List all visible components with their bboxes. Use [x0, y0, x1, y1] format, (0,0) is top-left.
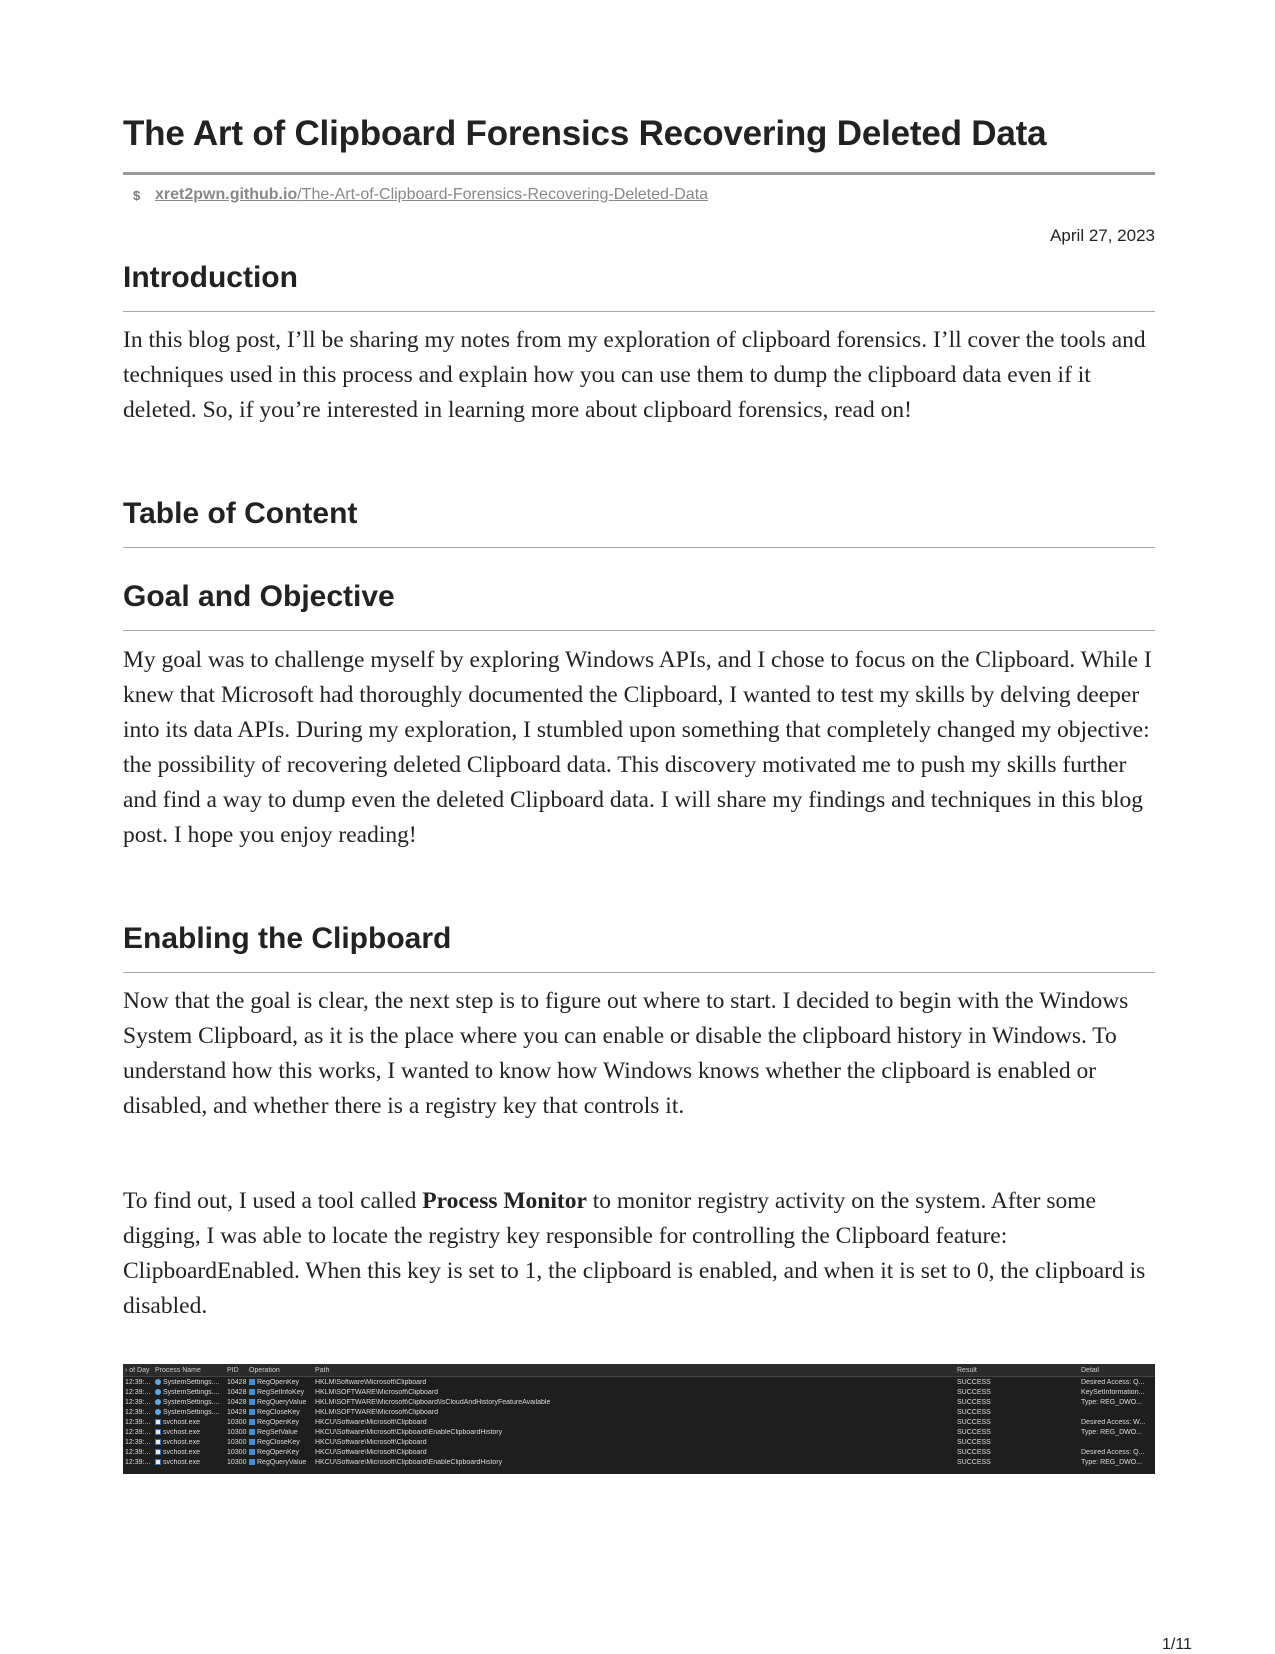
col-detail: Detail	[1081, 1366, 1099, 1374]
cell-detail: KeySetInformation...	[1081, 1388, 1145, 1396]
svchost-icon	[155, 1459, 161, 1465]
cell-process	[155, 1439, 227, 1446]
cell-detail: Type: REG_DWO...	[1081, 1398, 1143, 1406]
cell-path: HKCU\Software\Microsoft\Clipboard\EnableClipboardHistory	[315, 1428, 503, 1436]
cell-result: SUCCESS	[957, 1428, 991, 1436]
cell-result: SUCCESS	[957, 1448, 991, 1456]
table-row	[123, 1417, 1155, 1427]
paragraph-introduction: In this blog post, I’ll be sharing my notes from my exploration of clipboard forensics. I’ll cover the tools and techniques used in this process and explain how you can use them to dump the clipboard data even if it deleted. So, if you’re interested in learning more about clipboard forensics, read on!	[123, 327, 1146, 423]
post-date: April 27, 2023	[1050, 226, 1155, 245]
operation-name: RegCloseKey	[257, 1408, 300, 1416]
operation-name: RegOpenKey	[257, 1378, 300, 1386]
gear-icon	[155, 1389, 161, 1395]
cell-pid: 10300	[227, 1448, 247, 1456]
source-domain: xret2pwn.github.io	[155, 186, 298, 203]
cell-path: HKCU\Software\Microsoft\Clipboard	[315, 1438, 427, 1446]
cell-path: HKLM\SOFTWARE\Microsoft\Clipboard	[315, 1408, 439, 1416]
operation-name: RegQueryValue	[257, 1458, 307, 1466]
cell-result: SUCCESS	[957, 1398, 991, 1406]
cell-process	[155, 1409, 227, 1416]
source-path: /The-Art-of-Clipboard-Forensics-Recovering-Deleted-Data	[297, 186, 709, 203]
cell-pid: 10300	[227, 1458, 247, 1466]
svchost-icon	[155, 1449, 161, 1455]
cell-result: SUCCESS	[957, 1378, 991, 1386]
paragraph-goal: My goal was to challenge myself by exploring Windows APIs, and I chose to focus on the Clipboard. While I knew that Microsoft had thoroughly documented the Clipboard, I wanted to test my skills by delving deeper into its data APIs. During my exploration, I stumbled upon something that completely changed my objective: the possibility of recovering deleted Clipboard data. This discovery motivated me to push my skills further and find a way to dump even the deleted Clipboard data. I will share my findings and techniques in this blog post. I hope you enjoy reading!	[123, 647, 1152, 848]
cell-result: SUCCESS	[957, 1408, 991, 1416]
table-row	[123, 1427, 1155, 1437]
cell-path: HKLM\SOFTWARE\Microsoft\Clipboard\IsCloudAndHistoryFeatureAvailable	[315, 1398, 551, 1406]
procmon-rows	[123, 1377, 1155, 1467]
cell-pid: 10428	[227, 1378, 247, 1386]
operation-name: RegSetInfoKey	[257, 1388, 305, 1396]
cell-result: SUCCESS	[957, 1438, 991, 1446]
process-name: SystemSettings....	[163, 1388, 220, 1396]
operation-name: RegSetValue	[257, 1428, 298, 1436]
col-process: Process Name	[155, 1366, 201, 1374]
cell-path: HKCU\Software\Microsoft\Clipboard	[315, 1448, 427, 1456]
article-title: The Art of Clipboard Forensics Recovering Deleted Data	[123, 114, 1047, 153]
process-name: SystemSettings....	[163, 1398, 220, 1406]
process-name: SystemSettings....	[163, 1408, 220, 1416]
cell-operation	[249, 1429, 315, 1436]
cell-time: 12:39:...	[125, 1388, 151, 1396]
registry-icon	[249, 1399, 255, 1405]
procmon-header	[123, 1364, 1155, 1377]
cell-result: SUCCESS	[957, 1418, 991, 1426]
heading-introduction: Introduction	[123, 261, 298, 294]
cell-time: 12:39:...	[125, 1428, 151, 1436]
heading-enabling-clipboard: Enabling the Clipboard	[123, 922, 452, 955]
cell-process	[155, 1379, 227, 1386]
operation-name: RegOpenKey	[257, 1448, 300, 1456]
col-path: Path	[315, 1366, 330, 1374]
cell-path: HKLM\SOFTWARE\Microsoft\Clipboard	[315, 1388, 439, 1396]
gear-icon	[155, 1399, 161, 1405]
table-row	[123, 1437, 1155, 1447]
favicon-icon: $	[133, 187, 141, 203]
registry-icon	[249, 1379, 255, 1385]
cell-process	[155, 1399, 227, 1406]
source-url[interactable]	[155, 186, 708, 204]
divider	[123, 972, 1155, 973]
cell-process	[155, 1449, 227, 1456]
cell-detail: Type: REG_DWO...	[1081, 1428, 1143, 1436]
cell-detail: Type: REG_DWO...	[1081, 1458, 1143, 1466]
table-row	[123, 1387, 1155, 1397]
cell-operation	[249, 1409, 315, 1416]
table-row	[123, 1447, 1155, 1457]
operation-name: RegCloseKey	[257, 1438, 300, 1446]
registry-icon	[249, 1429, 255, 1435]
cell-operation	[249, 1399, 315, 1406]
col-time: › of Day	[125, 1366, 150, 1374]
col-pid: PID	[227, 1366, 239, 1374]
cell-time: 12:39:...	[125, 1458, 151, 1466]
cell-result: SUCCESS	[957, 1458, 991, 1466]
cell-time: 12:39:...	[125, 1448, 151, 1456]
cell-time: 12:39:...	[125, 1398, 151, 1406]
operation-name: RegQueryValue	[257, 1398, 307, 1406]
cell-detail: Desired Access: Q...	[1081, 1448, 1145, 1456]
cell-pid: 10428	[227, 1398, 247, 1406]
process-name: svchost.exe	[163, 1458, 200, 1466]
cell-path: HKCU\Software\Microsoft\Clipboard	[315, 1418, 427, 1426]
col-result: Result	[957, 1366, 977, 1374]
cell-path: HKLM\Software\Microsoft\Clipboard	[315, 1378, 427, 1386]
divider	[123, 311, 1155, 312]
cell-process	[155, 1429, 227, 1436]
cell-operation	[249, 1459, 315, 1466]
cell-process	[155, 1459, 227, 1466]
svchost-icon	[155, 1419, 161, 1425]
text-segment: To find out, I used a tool called	[123, 1188, 423, 1214]
cell-detail: Desired Access: W...	[1081, 1418, 1146, 1426]
cell-operation	[249, 1379, 315, 1386]
page-number: 1/11	[1162, 1636, 1192, 1653]
registry-icon	[249, 1389, 255, 1395]
registry-icon	[249, 1419, 255, 1425]
table-row	[123, 1457, 1155, 1467]
cell-time: 12:39:...	[125, 1418, 151, 1426]
cell-operation	[249, 1449, 315, 1456]
svchost-icon	[155, 1429, 161, 1435]
cell-process	[155, 1389, 227, 1396]
table-row	[123, 1407, 1155, 1417]
title-divider	[123, 172, 1155, 175]
cell-process	[155, 1419, 227, 1426]
gear-icon	[155, 1409, 161, 1415]
cell-operation	[249, 1439, 315, 1446]
cell-pid: 10428	[227, 1388, 247, 1396]
paragraph-enabling-2	[123, 1184, 1163, 1324]
divider	[123, 547, 1155, 548]
text-segment: to monitor registry activity on the system. After some digging, I was able to locate the registry key responsible for controlling the Clipboard feature: ClipboardEnabled. When this key is set to 1, the clipboard is enabled, and when it is set to 0, the clipboard is disabled.	[123, 1188, 1146, 1319]
process-name: SystemSettings....	[163, 1378, 220, 1386]
col-operation: Operation	[249, 1366, 280, 1374]
process-name: svchost.exe	[163, 1448, 200, 1456]
cell-pid: 10300	[227, 1418, 247, 1426]
process-monitor-bold: Process Monitor	[422, 1188, 587, 1214]
cell-time: 12:39:...	[125, 1438, 151, 1446]
registry-icon	[249, 1439, 255, 1445]
process-name: svchost.exe	[163, 1428, 200, 1436]
table-row	[123, 1377, 1155, 1387]
registry-icon	[249, 1459, 255, 1465]
cell-time: 12:39:...	[125, 1408, 151, 1416]
cell-path: HKCU\Software\Microsoft\Clipboard\EnableClipboardHistory	[315, 1458, 503, 1466]
source-link	[133, 186, 708, 204]
cell-result: SUCCESS	[957, 1388, 991, 1396]
operation-name: RegOpenKey	[257, 1418, 300, 1426]
table-row	[123, 1397, 1155, 1407]
svchost-icon	[155, 1439, 161, 1445]
registry-icon	[249, 1409, 255, 1415]
cell-pid: 10300	[227, 1428, 247, 1436]
cell-operation	[249, 1389, 315, 1396]
process-name: svchost.exe	[163, 1418, 200, 1426]
cell-detail: Desired Access: Q...	[1081, 1378, 1145, 1386]
divider	[123, 630, 1155, 631]
paragraph-enabling-1: Now that the goal is clear, the next step is to figure out where to start. I decided to begin with the Windows System Clipboard, as it is the place where you can enable or disable the clipboard history in Windows. To understand how this works, I wanted to know how Windows knows whether the clipboard is enabled or disabled, and whether there is a registry key that controls it.	[123, 988, 1129, 1119]
cell-pid: 10428	[227, 1408, 247, 1416]
cell-pid: 10300	[227, 1438, 247, 1446]
heading-table-of-content: Table of Content	[123, 497, 358, 530]
cell-time: 12:39:...	[125, 1378, 151, 1386]
registry-icon	[249, 1449, 255, 1455]
process-monitor-screenshot	[123, 1364, 1155, 1474]
process-name: svchost.exe	[163, 1438, 200, 1446]
heading-goal-and-objective: Goal and Objective	[123, 580, 395, 613]
cell-operation	[249, 1419, 315, 1426]
gear-icon	[155, 1379, 161, 1385]
